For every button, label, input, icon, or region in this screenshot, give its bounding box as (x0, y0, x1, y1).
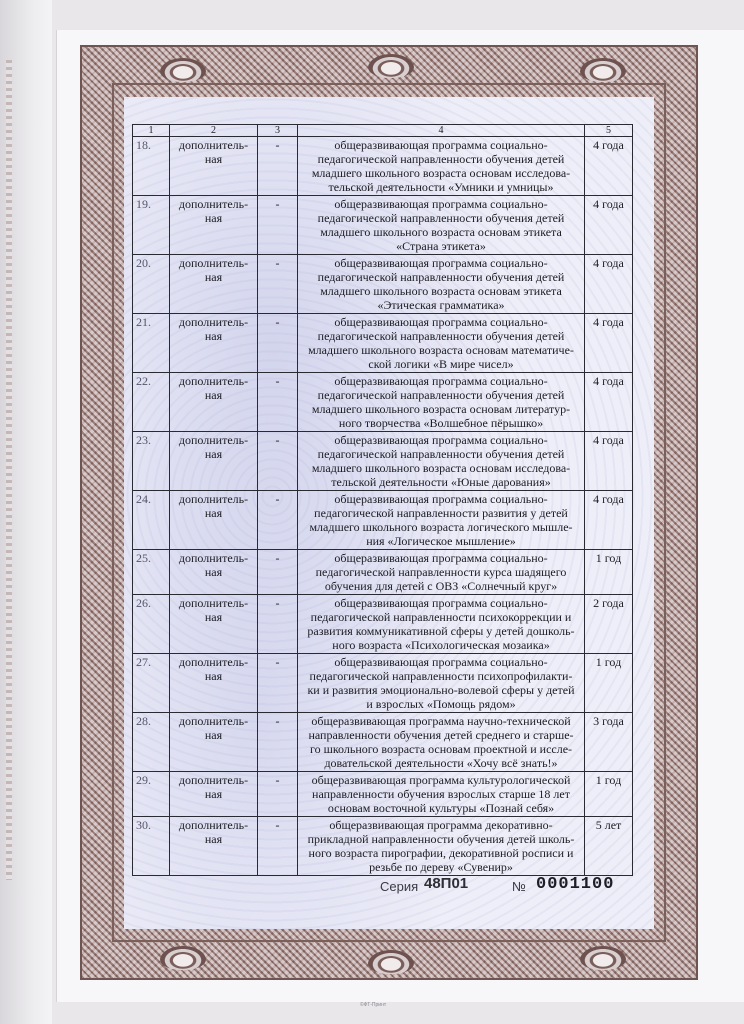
document-number: 0001100 (536, 875, 615, 894)
table-row (133, 654, 633, 713)
program-description-cell: общеразвивающая программа культурологической направленности обучения взрослых старше 18 лет основам восточной культуры «Познай себя» (298, 772, 585, 817)
table-row (133, 314, 633, 373)
header-cell: 3 (258, 125, 298, 137)
table-row (133, 772, 633, 817)
header-cell: 2 (170, 125, 258, 137)
program-description-cell: общеразвивающая программа научно-технической направленности обучения детей среднего и старше- го школьного возраста основам проектной и иссле- довательской деятельности «Хочу всё знать!» (298, 713, 585, 772)
duration-cell: 4 года (585, 314, 633, 373)
table-row (133, 550, 633, 595)
row-number-cell: 21. (133, 314, 170, 373)
level-cell: - (258, 432, 298, 491)
table-header-row (133, 125, 633, 137)
program-description-cell: общеразвивающая программа социально- педагогической направленности обучения детей младшего школьного возраста основам литератур- ного творчества «Волшебное пёрышко» (298, 373, 585, 432)
programs-table (132, 124, 633, 876)
ornament-top-left (160, 58, 206, 82)
series-label: Серия (380, 879, 419, 894)
level-cell: - (258, 196, 298, 255)
duration-cell: 1 год (585, 550, 633, 595)
program-type-cell: дополнитель- ная (170, 373, 258, 432)
duration-cell: 4 года (585, 432, 633, 491)
program-type-cell: дополнитель- ная (170, 196, 258, 255)
duration-cell: 5 лет (585, 817, 633, 876)
duration-cell: 4 года (585, 196, 633, 255)
program-type-cell: дополнитель- ная (170, 491, 258, 550)
row-number-cell: 24. (133, 491, 170, 550)
program-type-cell: дополнитель- ная (170, 137, 258, 196)
level-cell: - (258, 817, 298, 876)
level-cell: - (258, 491, 298, 550)
program-type-cell: дополнитель- ная (170, 255, 258, 314)
level-cell: - (258, 713, 298, 772)
program-type-cell: дополнитель- ная (170, 817, 258, 876)
scanned-left-margin (0, 0, 52, 1024)
program-description-cell: общеразвивающая программа социально- педагогической направленности психопрофилакти- ки и развития эмоционально-волевой сферы у детей и взрослых «Помощь рядом» (298, 654, 585, 713)
header-cell: 1 (133, 125, 170, 137)
row-number-cell: 30. (133, 817, 170, 876)
row-number-cell: 19. (133, 196, 170, 255)
row-number-cell: 29. (133, 772, 170, 817)
ornament-bottom-right (580, 946, 626, 970)
row-number-cell: 26. (133, 595, 170, 654)
duration-cell: 1 год (585, 772, 633, 817)
printer-mark: ©ФТ-Принт (360, 1002, 387, 1008)
program-type-cell: дополнитель- ная (170, 713, 258, 772)
number-sign: № (512, 879, 526, 894)
program-type-cell: дополнитель- ная (170, 314, 258, 373)
table-row (133, 196, 633, 255)
table-row (133, 373, 633, 432)
program-description-cell: общеразвивающая программа декоративно- прикладной направленности обучения детей школь- ного возраста пирографии, декоративной росписи и резьбе по дереву «Сувенир» (298, 817, 585, 876)
program-description-cell: общеразвивающая программа социально- педагогической направленности курса шадящего обучения для детей с ОВЗ «Солнечный круг» (298, 550, 585, 595)
ornament-top-right (580, 58, 626, 82)
program-type-cell: дополнитель- ная (170, 432, 258, 491)
duration-cell: 1 год (585, 654, 633, 713)
program-description-cell: общеразвивающая программа социально- педагогической направленности развития у детей младшего школьного возраста логического мышле- ния «Логическое мышление» (298, 491, 585, 550)
row-number-cell: 28. (133, 713, 170, 772)
program-description-cell: общеразвивающая программа социально- педагогической направленности психокоррекции и развития коммуникативной сферы у детей дошколь- ного возраста «Психологическая мозаика» (298, 595, 585, 654)
series-code: 48П01 (424, 875, 469, 892)
level-cell: - (258, 550, 298, 595)
program-description-cell: общеразвивающая программа социально- педагогической направленности обучения детей младшего школьного возраста основам исследова- тельской деятельности «Умники и умницы» (298, 137, 585, 196)
duration-cell: 4 года (585, 373, 633, 432)
level-cell: - (258, 595, 298, 654)
row-number-cell: 25. (133, 550, 170, 595)
table-row (133, 595, 633, 654)
row-number-cell: 20. (133, 255, 170, 314)
row-number-cell: 23. (133, 432, 170, 491)
program-description-cell: общеразвивающая программа социально- педагогической направленности обучения детей младшего школьного возраста основам исследова- тельской деятельности «Юные дарования» (298, 432, 585, 491)
program-description-cell: общеразвивающая программа социально- педагогической направленности обучения детей младшего школьного возраста основам этикета «Страна этикета» (298, 196, 585, 255)
level-cell: - (258, 314, 298, 373)
level-cell: - (258, 137, 298, 196)
table-row (133, 817, 633, 876)
level-cell: - (258, 772, 298, 817)
row-number-cell: 18. (133, 137, 170, 196)
table-row (133, 137, 633, 196)
level-cell: - (258, 654, 298, 713)
row-number-cell: 27. (133, 654, 170, 713)
level-cell: - (258, 373, 298, 432)
duration-cell: 4 года (585, 137, 633, 196)
row-number-cell: 22. (133, 373, 170, 432)
ornament-bottom-left (160, 946, 206, 970)
program-type-cell: дополнитель- ная (170, 654, 258, 713)
ornament-bottom-center (368, 950, 414, 974)
table-row (133, 713, 633, 772)
previous-page-edge (6, 60, 12, 880)
program-type-cell: дополнитель- ная (170, 595, 258, 654)
table-row (133, 432, 633, 491)
duration-cell: 2 года (585, 595, 633, 654)
program-type-cell: дополнитель- ная (170, 550, 258, 595)
duration-cell: 4 года (585, 491, 633, 550)
level-cell: - (258, 255, 298, 314)
program-description-cell: общеразвивающая программа социально- педагогической направленности обучения детей младшего школьного возраста основам этикета «Этическая грамматика» (298, 255, 585, 314)
table-row (133, 491, 633, 550)
table-row (133, 255, 633, 314)
duration-cell: 4 года (585, 255, 633, 314)
header-cell: 5 (585, 125, 633, 137)
ornament-top-center (368, 54, 414, 78)
duration-cell: 3 года (585, 713, 633, 772)
header-cell: 4 (298, 125, 585, 137)
program-description-cell: общеразвивающая программа социально- педагогической направленности обучения детей младшего школьного возраста основам математиче- ской логики «В мире чисел» (298, 314, 585, 373)
program-type-cell: дополнитель- ная (170, 772, 258, 817)
